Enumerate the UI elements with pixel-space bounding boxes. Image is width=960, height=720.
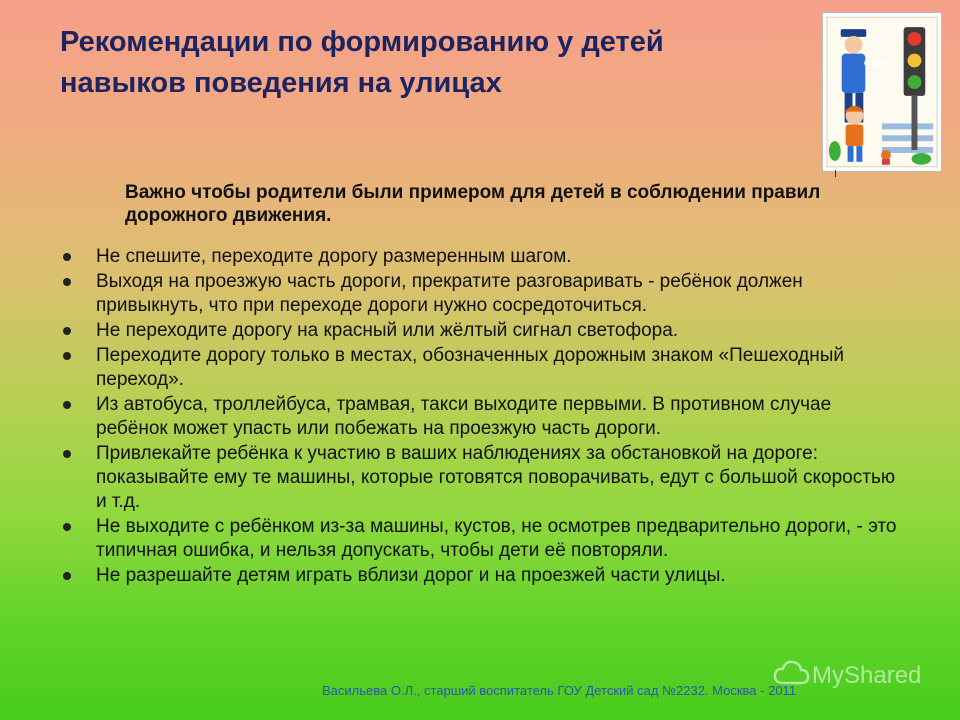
slide-title-line-1: Рекомендации по формированию у детей bbox=[60, 26, 664, 58]
illustration-svg bbox=[823, 13, 941, 171]
recommendations-list bbox=[63, 245, 903, 589]
list-item-text: Не разрешайте детям играть вблизи дорог и на проезжей части улицы. bbox=[96, 565, 726, 586]
bullet-icon bbox=[63, 401, 71, 409]
list-item bbox=[63, 344, 903, 392]
list-item bbox=[63, 442, 903, 514]
bullet-icon bbox=[63, 327, 71, 335]
bullet-icon bbox=[63, 253, 71, 261]
list-item-text: Не переходите дорогу на красный или жёлтый сигнал светофора. bbox=[96, 320, 679, 341]
list-item bbox=[63, 270, 903, 318]
list-item-text: Не выходите с ребёнком из-за машины, кустов, не осмотрев предварительно дороги, - это типичная ошибка, и нельзя допускать, чтобы дети её повторяли. bbox=[96, 516, 897, 561]
list-item-text: Переходите дорогу только в местах, обозначенных дорожным знаком «Пешеходный переход». bbox=[96, 345, 845, 390]
slide-title-line-2: навыков поведения на улицах bbox=[60, 67, 502, 99]
list-item bbox=[63, 393, 903, 441]
list-item-text: Выходя на проезжую часть дороги, прекратите разговаривать - ребёнок должен привыкнуть, что при переходе дороги нужно сосредоточиться. bbox=[96, 271, 803, 316]
myshared-watermark[interactable] bbox=[770, 655, 940, 695]
bullet-icon bbox=[63, 450, 71, 458]
bullet-icon bbox=[63, 352, 71, 360]
slide-title bbox=[60, 22, 800, 104]
list-item bbox=[63, 564, 903, 588]
bullet-icon bbox=[63, 523, 71, 531]
list-item-text: Из автобуса, троллейбуса, трамвая, такси выходите первыми. В противном случае ребёнок может упасть или побежать на проезжую часть дороги. bbox=[96, 394, 832, 439]
list-item bbox=[63, 245, 903, 269]
watermark-text: MyShared bbox=[812, 662, 922, 689]
myshared-logo-icon bbox=[770, 655, 940, 695]
list-item bbox=[63, 515, 903, 563]
intro-text: Важно чтобы родители были примером для детей в соблюдении правил дорожного движения. bbox=[125, 182, 821, 226]
author-footer: Васильева О.Л., старший воспитатель ГОУ Детский сад №2232. Москва - 2011 bbox=[322, 683, 797, 698]
bullet-icon bbox=[63, 572, 71, 580]
list-item-text: Привлекайте ребёнка к участию в ваших наблюдениях за обстановкой на дороге: показывайте ему те машины, которые готовятся поворачивать, едут с большой скоростью и т.д. bbox=[96, 443, 896, 512]
list-item bbox=[63, 319, 903, 343]
list-item-text: Не спешите, переходите дорогу размеренным шагом. bbox=[96, 246, 572, 267]
children-traffic-light-illustration bbox=[822, 12, 942, 172]
picture-tick-mark bbox=[835, 170, 836, 177]
bullet-icon bbox=[63, 278, 71, 286]
